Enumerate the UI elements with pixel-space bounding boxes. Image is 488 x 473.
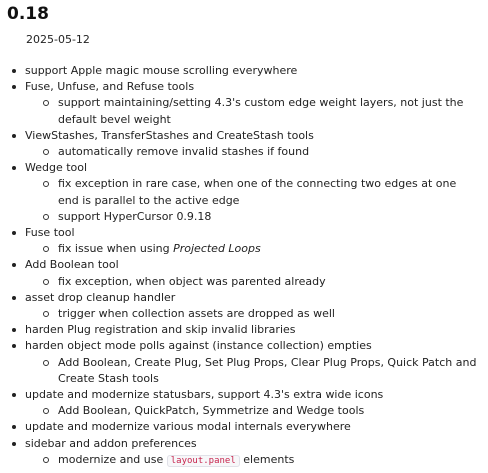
sub-change-item <box>25 241 480 257</box>
sub-change-list <box>25 95 480 127</box>
change-item <box>7 79 480 128</box>
sub-change-text: fix issue when using <box>58 242 174 256</box>
sub-change-item <box>25 209 480 225</box>
sub-change-list <box>25 306 480 322</box>
change-list <box>7 63 480 469</box>
change-text: harden Plug registration and skip invalid libraries <box>25 323 296 337</box>
sub-change-text: Add Boolean, QuickPatch, Symmetrize and Wedge tools <box>58 404 365 418</box>
change-text: ViewStashes, TransferStashes and CreateStash tools <box>25 128 314 142</box>
sub-change-item <box>25 95 480 127</box>
change-text: Fuse, Unfuse, and Refuse tools <box>25 80 195 94</box>
sub-change-text: trigger when collection assets are dropped as well <box>58 307 335 321</box>
sub-change-item <box>25 355 480 387</box>
sub-change-item <box>25 274 480 290</box>
sub-change-text: fix exception, when object was parented already <box>58 274 326 288</box>
change-text: support Apple magic mouse scrolling everywhere <box>25 64 298 77</box>
change-text: update and modernize statusbars, support 4.3's extra wide icons <box>25 388 384 402</box>
sub-change-text: Add Boolean, Create Plug, Set Plug Props, Clear Plug Props, Quick Patch and Create Stash tools <box>58 355 477 385</box>
change-text: harden object mode polls against (instance collection) empties <box>25 339 372 353</box>
change-text: sidebar and addon preferences <box>25 436 197 450</box>
sub-change-item <box>25 144 480 160</box>
sub-change-list <box>25 241 480 257</box>
sub-change-text-suffix: elements <box>239 452 295 466</box>
change-text: Fuse tool <box>25 226 75 240</box>
version-heading: 0.18 <box>7 4 49 24</box>
sub-change-text: fix exception in rare case, when one of the connecting two edges at one end is parallel to the active edge <box>58 177 457 207</box>
change-item <box>7 322 480 338</box>
change-item <box>7 225 480 257</box>
change-item <box>7 63 480 79</box>
change-item <box>7 257 480 289</box>
sub-change-item <box>25 452 480 469</box>
change-item <box>7 436 480 469</box>
change-text: Wedge tool <box>25 161 88 175</box>
sub-change-text: support maintaining/setting 4.3's custom edge weight layers, not just the default bevel weight <box>58 96 464 126</box>
sub-change-list <box>25 452 480 469</box>
inline-code: layout.panel <box>167 455 240 467</box>
sub-change-item <box>25 176 480 208</box>
sub-change-list <box>25 355 480 387</box>
sub-change-list <box>25 274 480 290</box>
sub-change-text: support HyperCursor 0.9.18 <box>58 209 212 223</box>
sub-change-text: automatically remove invalid stashes if found <box>58 145 310 159</box>
change-text: Add Boolean tool <box>25 258 119 272</box>
sub-change-item <box>25 403 480 419</box>
sub-change-list <box>25 144 480 160</box>
release-date: 2025-05-12 <box>26 33 90 46</box>
change-item <box>7 419 480 435</box>
change-item <box>7 160 480 225</box>
change-item <box>7 290 480 322</box>
change-item <box>7 387 480 419</box>
change-item <box>7 338 480 387</box>
sub-change-list <box>25 403 480 419</box>
change-item <box>7 128 480 160</box>
sub-change-text: modernize and use <box>58 452 167 466</box>
change-text: asset drop cleanup handler <box>25 290 176 304</box>
emphasized-term: Projected Loops <box>173 242 261 256</box>
change-text: update and modernize various modal internals everywhere <box>25 420 351 434</box>
sub-change-item <box>25 306 480 322</box>
sub-change-list <box>25 176 480 225</box>
